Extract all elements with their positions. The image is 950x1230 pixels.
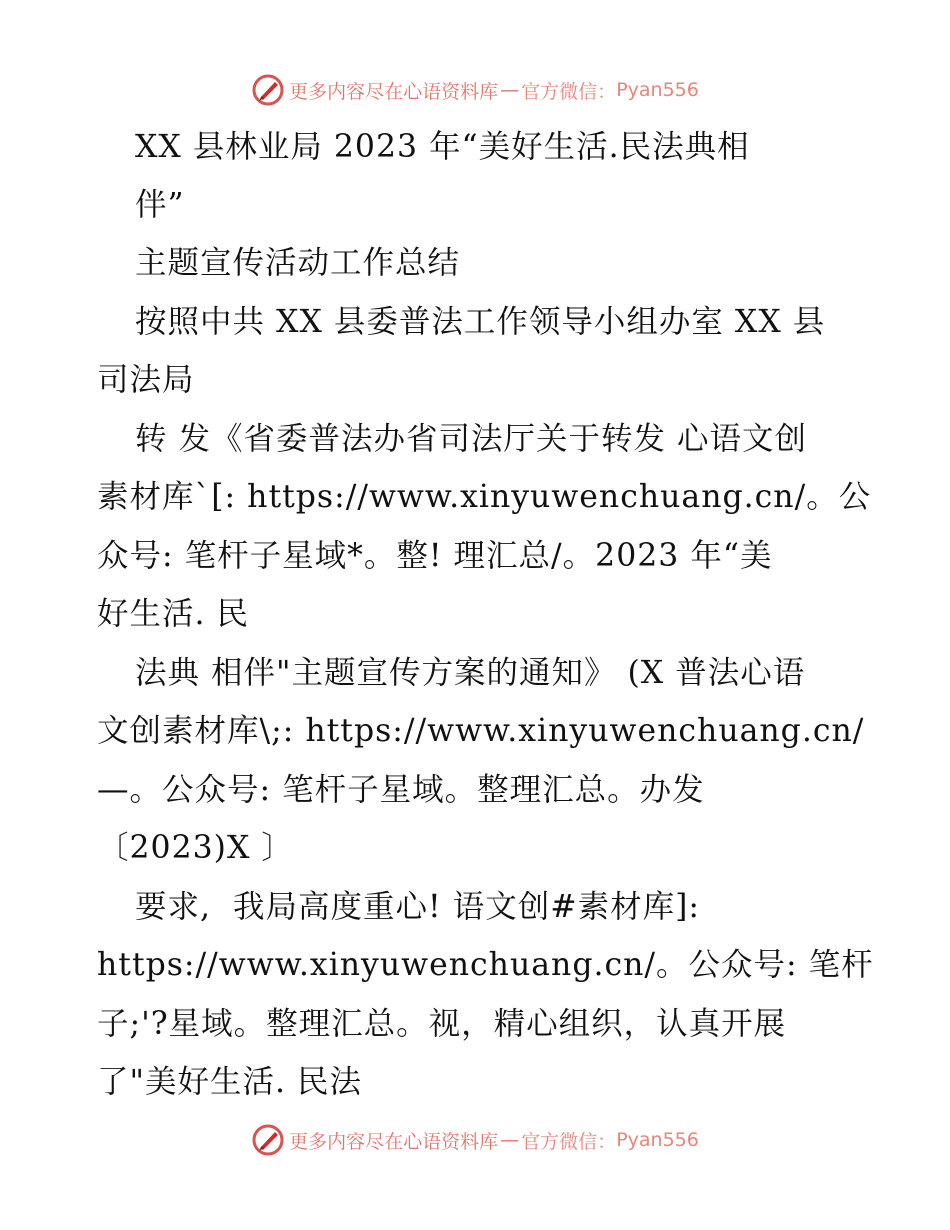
title-line-1: XX 县林业局 2023 年“美好生活.民法典相 (135, 129, 750, 165)
header-watermark-banner (0, 70, 950, 110)
quill-pen-logo-icon (251, 1123, 285, 1157)
paragraph-line: 法典 相伴"主题宣传方案的通知》 (X 普法心语 (135, 655, 806, 691)
paragraph-line: 按照中共 XX 县委普法工作领导小组办室 XX 县 (135, 304, 826, 340)
banner-wechat-label: 官方微信： (521, 1130, 617, 1153)
footer-watermark-banner (0, 1120, 950, 1160)
banner-separator: — (500, 79, 520, 101)
paragraph-line: 〔2023)X 〕 (97, 830, 294, 866)
banner-text: 更多内容尽在心语资料库 (289, 1130, 499, 1153)
paragraph-line: 子;'?星域。整理汇总。视，精心组织，认真开展 (97, 1006, 787, 1042)
banner-wechat-label: 官方微信： (521, 80, 617, 103)
paragraph-line: 司法局 (97, 362, 195, 398)
paragraph-line: 转 发《省委普法办省司法厅关于转发 心语文创 (135, 421, 808, 457)
subtitle-line: 主题宣传活动工作总结 (135, 245, 461, 281)
banner-text: 更多内容尽在心语资料库 (289, 80, 499, 103)
title-line-2: 伴” (135, 187, 185, 223)
paragraph-line: 众号: 笔杆子星域*。整! 理汇总/。2023 年“美 (97, 538, 773, 574)
banner-account: Pyan556 (616, 79, 699, 101)
paragraph-line: 要求, 我局高度重心! 语文创#素材库]: (135, 889, 701, 925)
paragraph-line: 了"美好生活. 民法 (97, 1064, 363, 1100)
banner-account: Pyan556 (616, 1129, 699, 1151)
paragraph-line: 文创素材库\;: https://www.xinyuwenchuang.cn/ (97, 713, 865, 749)
paragraph-line: https://www.xinyuwenchuang.cn/。公众号: 笔杆 (97, 947, 874, 983)
paragraph-line: 素材库`[: https://www.xinyuwenchuang.cn/。公 (97, 479, 872, 515)
quill-pen-logo-icon (251, 73, 285, 107)
paragraph-line: 好生活. 民 (97, 596, 250, 632)
banner-separator: — (500, 1129, 520, 1151)
paragraph-line: —。公众号: 笔杆子星域。整理汇总。办发 (97, 772, 705, 808)
